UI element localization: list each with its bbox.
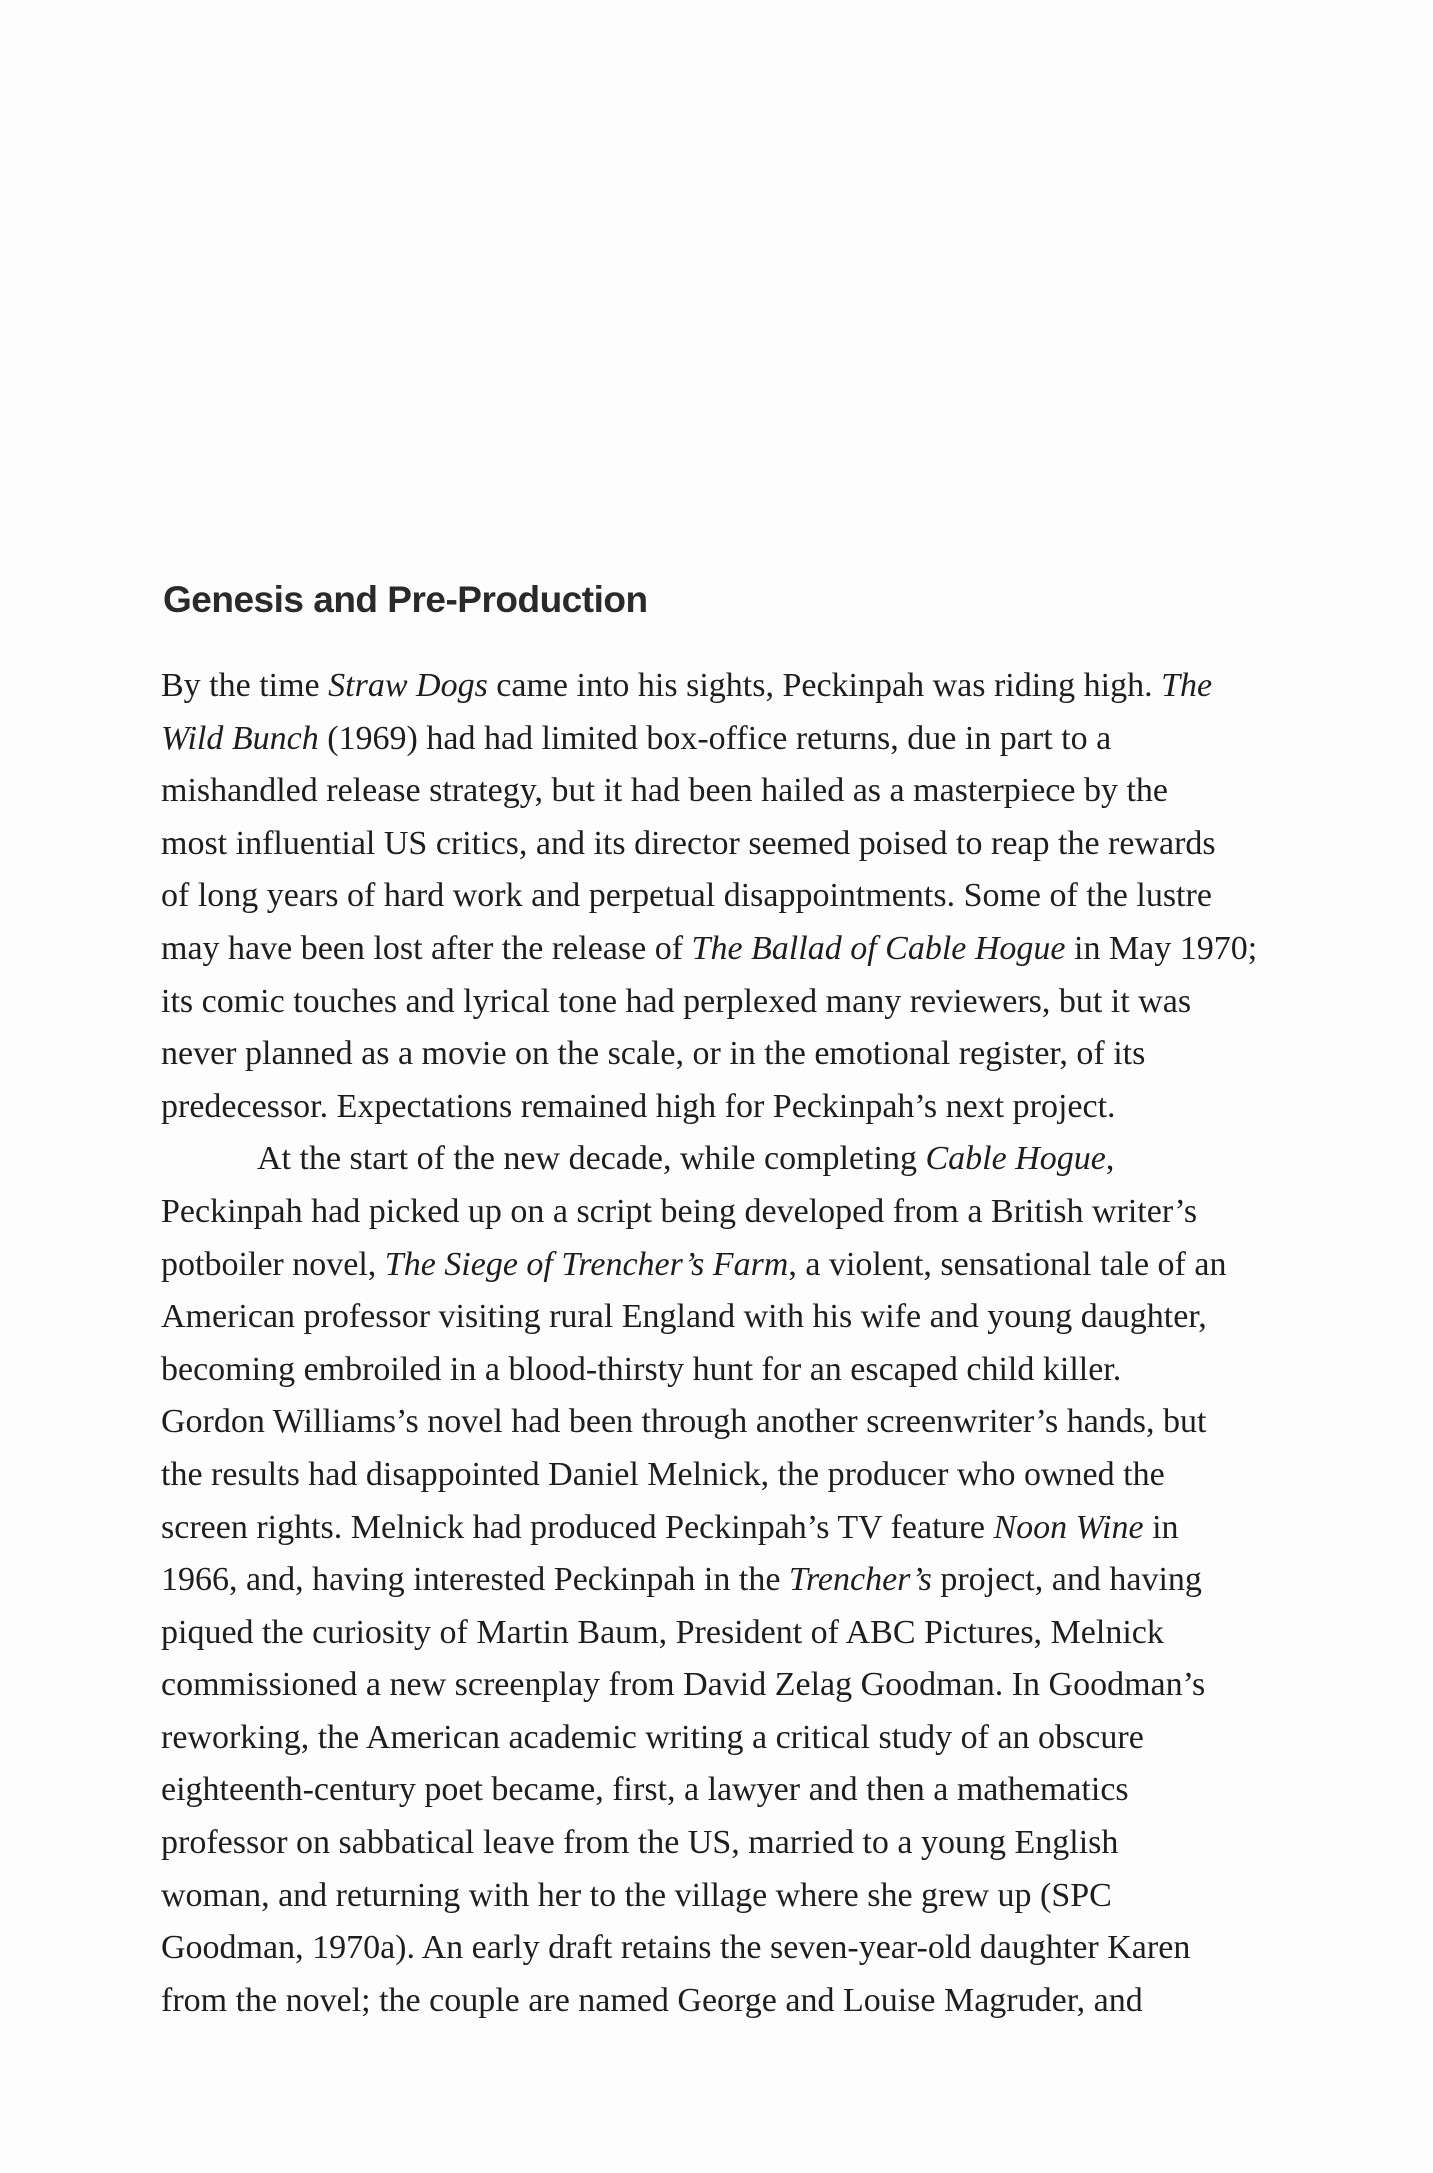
italic-title: Cable Hogue	[925, 1140, 1106, 1178]
text-segment: (1969) had had limited box-office returns, due in part to a	[318, 719, 1112, 757]
text-line	[161, 976, 1321, 1029]
text-line	[161, 1764, 1321, 1817]
italic-title: The Siege of Trencher’s Farm	[384, 1245, 789, 1283]
text-line	[161, 1133, 1321, 1186]
text-segment: in May 1970;	[1065, 929, 1258, 967]
text-segment: 1966, and, having interested Peckinpah in the	[161, 1561, 789, 1599]
text-line	[161, 1502, 1321, 1555]
text-segment: predecessor. Expectations remained high for Peckinpah’s next project.	[161, 1087, 1116, 1125]
italic-title: Trencher’s	[788, 1561, 932, 1599]
text-line	[161, 1870, 1321, 1923]
text-segment: piqued the curiosity of Martin Baum, President of ABC Pictures, Melnick	[161, 1613, 1164, 1651]
text-segment: commissioned a new screenplay from David Zelag Goodman. In Goodman’s	[161, 1666, 1206, 1704]
text-line	[161, 1659, 1321, 1712]
text-line	[161, 713, 1321, 766]
text-line	[161, 1081, 1321, 1134]
text-segment: reworking, the American academic writing a critical study of an obscure	[161, 1718, 1144, 1756]
text-segment: American professor visiting rural England with his wife and young daughter,	[161, 1298, 1207, 1336]
text-line	[161, 1922, 1321, 1975]
text-line	[161, 1712, 1321, 1765]
text-segment: project, and having	[931, 1561, 1202, 1599]
text-line	[161, 765, 1321, 818]
text-line	[161, 923, 1321, 976]
text-segment: professor on sabbatical leave from the US, married to a young English	[161, 1824, 1119, 1862]
text-line	[161, 1607, 1321, 1660]
section-heading: Genesis and Pre-Production	[163, 578, 648, 620]
text-line	[161, 1975, 1321, 2028]
text-line	[161, 818, 1321, 871]
text-segment: its comic touches and lyrical tone had perplexed many reviewers, but it was	[161, 982, 1192, 1020]
text-segment: never planned as a movie on the scale, or in the emotional register, of its	[161, 1035, 1146, 1073]
text-segment: At the start of the new decade, while completing	[257, 1140, 926, 1178]
body-text	[161, 660, 1321, 2027]
text-segment: Goodman, 1970a). An early draft retains the seven-year-old daughter Karen	[161, 1929, 1191, 1967]
text-line	[161, 660, 1321, 713]
text-line	[161, 870, 1321, 923]
text-segment: , a violent, sensational tale of an	[788, 1245, 1227, 1283]
italic-title: Straw Dogs	[328, 667, 488, 704]
text-line	[161, 1186, 1321, 1239]
text-segment: ,	[1105, 1140, 1115, 1178]
text-segment: Gordon Williams’s novel had been through another screenwriter’s hands, but	[161, 1403, 1207, 1441]
text-line	[161, 1344, 1321, 1397]
text-segment: most influential US critics, and its director seemed poised to reap the rewards	[161, 824, 1216, 862]
text-segment: came into his sights, Peckinpah was riding high.	[487, 667, 1162, 704]
text-segment: in	[1143, 1508, 1179, 1546]
text-line	[161, 1449, 1321, 1502]
text-segment: from the novel; the couple are named George and Louise Magruder, and	[161, 1981, 1143, 2019]
text-segment: the results had disappointed Daniel Melnick, the producer who owned the	[161, 1455, 1165, 1493]
text-segment: of long years of hard work and perpetual disappointments. Some of the lustre	[161, 877, 1212, 915]
text-segment: By the time	[161, 667, 329, 704]
text-line	[161, 1396, 1321, 1449]
italic-title: The	[1161, 667, 1213, 704]
text-segment: woman, and returning with her to the village where she grew up (SPC	[161, 1876, 1112, 1914]
text-line	[161, 1291, 1321, 1344]
text-segment: screen rights. Melnick had produced Peckinpah’s TV feature	[161, 1508, 994, 1546]
text-line	[161, 1028, 1321, 1081]
text-segment: Peckinpah had picked up on a script being developed from a British writer’s	[161, 1192, 1198, 1230]
text-segment: may have been lost after the release of	[161, 929, 692, 967]
text-line	[161, 1239, 1321, 1292]
italic-title: Noon Wine	[993, 1508, 1144, 1546]
text-segment: potboiler novel,	[161, 1245, 385, 1283]
italic-title: The Ballad of Cable Hogue	[691, 929, 1066, 967]
text-segment: eighteenth-century poet became, first, a lawyer and then a mathematics	[161, 1771, 1129, 1809]
text-line	[161, 1554, 1321, 1607]
text-segment: mishandled release strategy, but it had been hailed as a masterpiece by the	[161, 772, 1169, 810]
italic-title: Wild Bunch	[161, 719, 319, 757]
text-segment: becoming embroiled in a blood-thirsty hunt for an escaped child killer.	[161, 1350, 1122, 1388]
text-line	[161, 1817, 1321, 1870]
